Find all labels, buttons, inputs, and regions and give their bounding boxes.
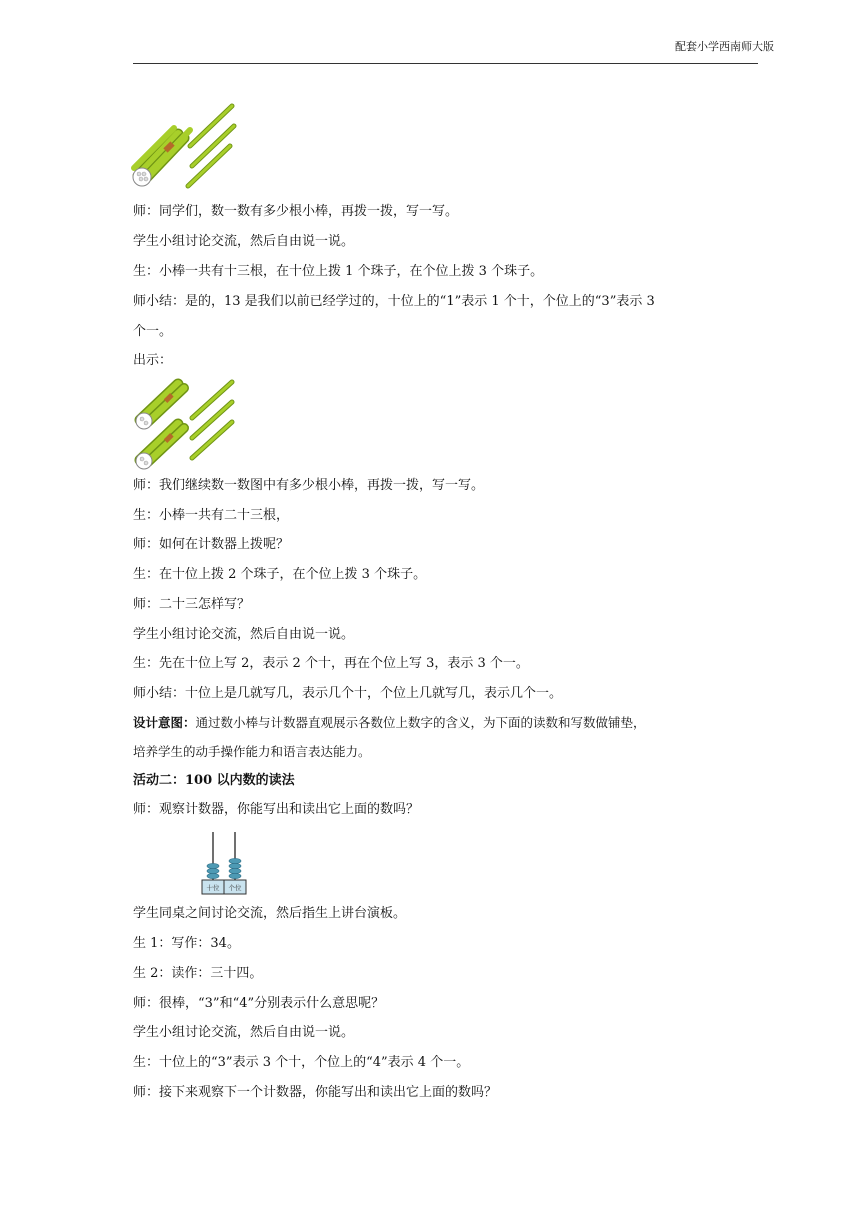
stick-bundle-bottom (136, 424, 184, 469)
ones-label: 个位 (228, 884, 242, 892)
text-line: 师小结：是的，13 是我们以前已经学过的，十位上的“1”表示 1 个十，个位上的“3”表示 3 (133, 294, 655, 309)
text-line: 师：如何在计数器上拨呢？ (133, 537, 290, 552)
abacus-bead (207, 873, 219, 878)
sticks-image-13 (130, 102, 240, 192)
text-line: 师：二十三怎样写？ (133, 597, 251, 612)
text-line: 生 2：读作：三十四。 (133, 966, 263, 981)
text-line: 生 1：写作：34。 (133, 936, 240, 951)
tens-label: 十位 (206, 884, 220, 892)
text-line: 学生同桌之间讨论交流，然后指生上讲台演板。 (133, 906, 407, 921)
section-heading: 活动二：100 以内数的读法 (133, 773, 295, 788)
abacus-bead (229, 858, 241, 863)
stick-bundle (133, 128, 190, 186)
header-edition: 配套小学西南师大版 (675, 40, 774, 53)
text-line: 生：小棒一共有二十三根， (133, 508, 290, 523)
text-line: 师：观察计数器，你能写出和读出它上面的数吗？ (133, 802, 420, 817)
text-line: 培养学生的动手操作能力和语言表达能力。 (133, 744, 371, 759)
text-line: 师：接下来观察下一个计数器，你能写出和读出它上面的数吗？ (133, 1085, 498, 1100)
single-sticks (188, 106, 234, 186)
text-line: 生：小棒一共有十三根，在十位上拨 1 个珠子，在个位上拨 3 个珠子。 (133, 264, 544, 279)
design-intent (133, 715, 646, 731)
abacus-bead (229, 863, 241, 868)
single-sticks (192, 382, 232, 458)
text-line: 生：十位上的“3”表示 3 个十，个位上的“4”表示 4 个一。 (133, 1055, 470, 1070)
text-line: 出示： (133, 353, 173, 368)
text-line: 学生小组讨论交流，然后自由说一说。 (133, 627, 355, 642)
text-line: 生：在十位上拨 2 个珠子，在个位上拨 3 个珠子。 (133, 567, 427, 582)
abacus-bead (207, 868, 219, 873)
tens-beads (207, 863, 219, 878)
text-line: 个一。 (133, 324, 173, 339)
abacus-image (200, 830, 252, 896)
sticks-image-23 (130, 378, 240, 474)
abacus-bead (229, 868, 241, 873)
abacus-bead (229, 873, 241, 878)
text-line: 师：我们继续数一数图中有多少根小棒，再拨一拨，写一写。 (133, 478, 485, 493)
text-line: 师：同学们，数一数有多少根小棒，再拨一拨，写一写。 (133, 204, 459, 219)
design-intent-label: 设计意图： (133, 715, 196, 730)
abacus-bead (207, 863, 219, 868)
text-line: 学生小组讨论交流，然后自由说一说。 (133, 234, 355, 249)
text-line: 师小结：十位上是几就写几，表示几个十，个位上几就写几，表示几个一。 (133, 686, 563, 701)
text-line: 师：很棒，“3”和“4”分别表示什么意思呢？ (133, 996, 385, 1011)
design-intent-text: 通过数小棒与计数器直观展示各数位上数字的含义，为下面的读数和写数做铺垫， (195, 715, 646, 730)
ones-beads (229, 858, 241, 878)
text-line: 学生小组讨论交流，然后自由说一说。 (133, 1025, 355, 1040)
text-line: 生：先在十位上写 2，表示 2 个十，再在个位上写 3，表示 3 个一。 (133, 656, 529, 671)
header-divider (133, 63, 758, 64)
